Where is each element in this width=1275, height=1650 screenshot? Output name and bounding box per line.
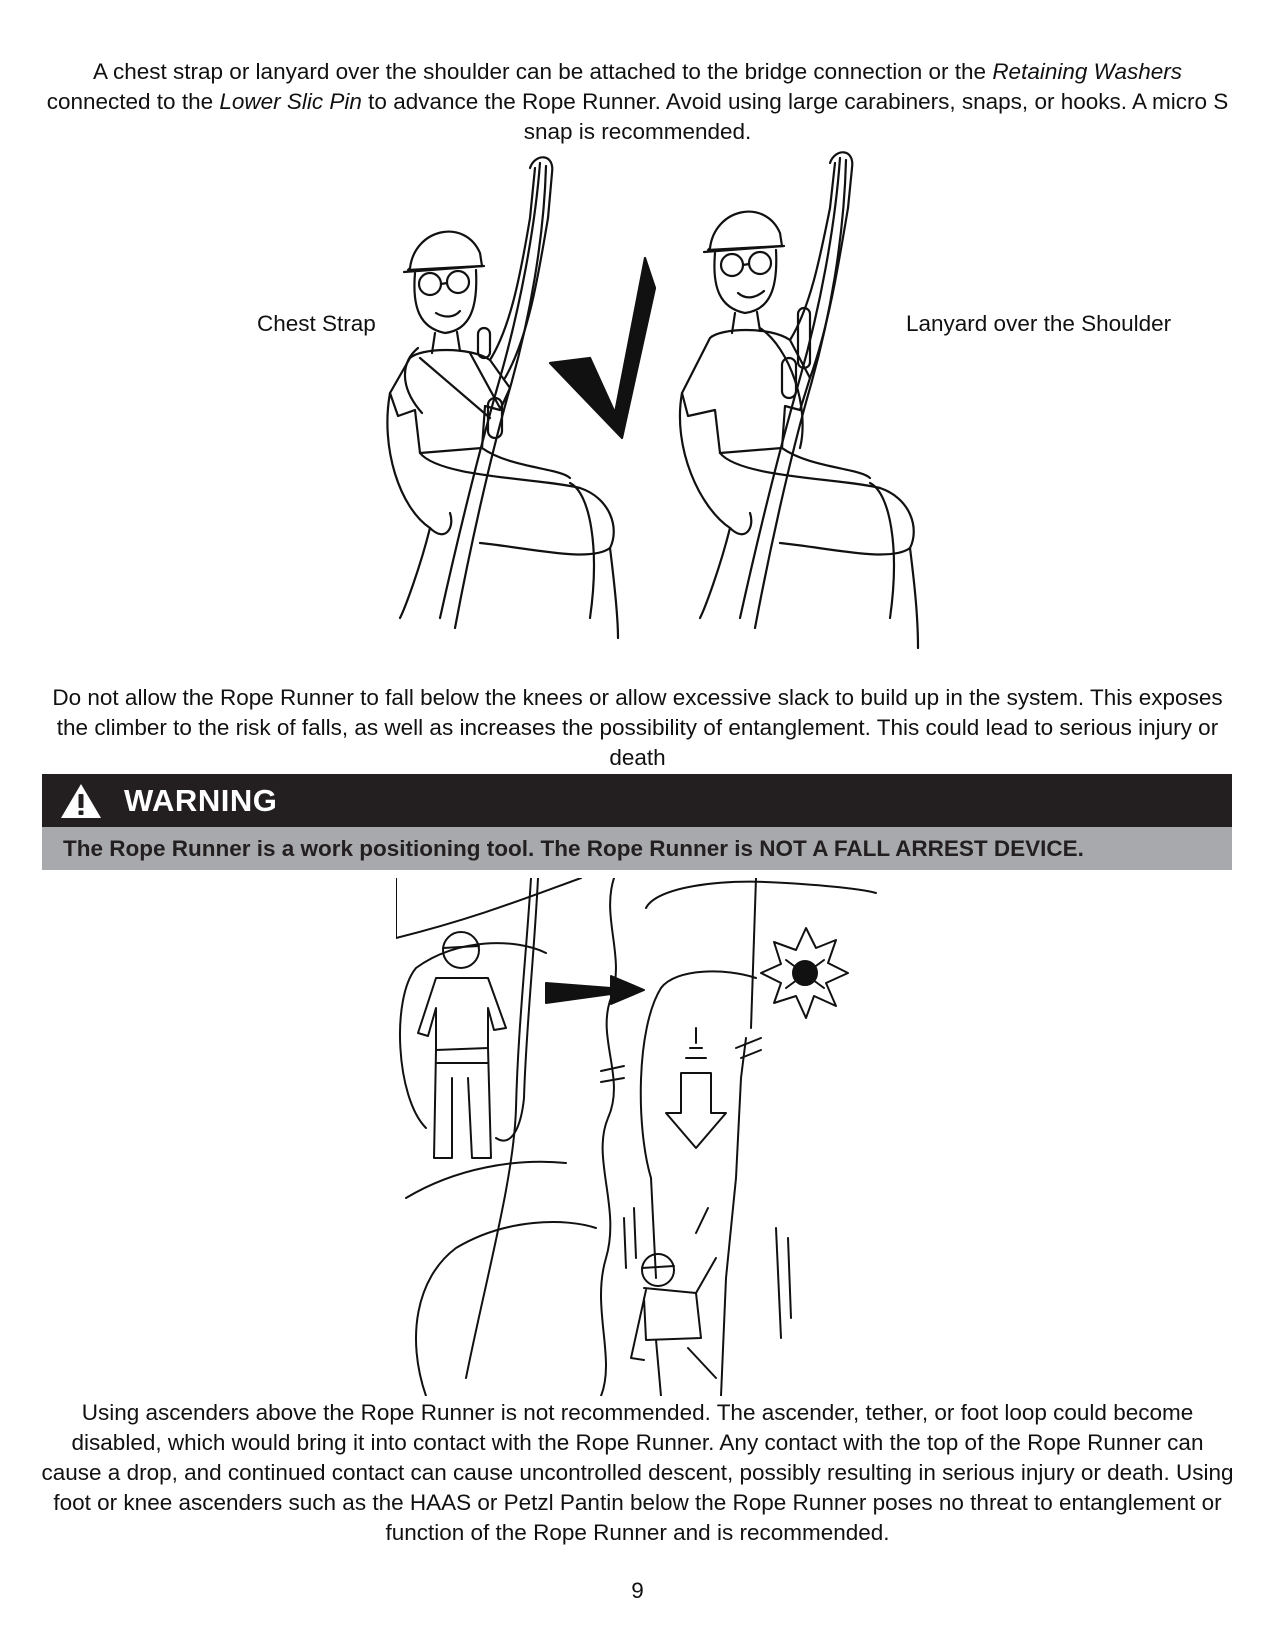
intro-text-1: A chest strap or lanyard over the shoulder can be attached to the bridge connection or the: [92, 59, 993, 84]
climber-lanyard-figure: [680, 152, 918, 648]
intro-text-2: connected to the: [46, 89, 220, 114]
intro-text-3: to advance the Rope Runner. Avoid using large carabiners, snaps, or hooks. A micro S snap is recommended.: [361, 89, 1229, 144]
ascender-danger-illustration: [396, 878, 882, 1396]
warning-triangle-icon: [60, 783, 102, 819]
lanyard-label: Lanyard over the Shoulder: [906, 311, 1172, 336]
intro-emphasis-retaining-washers: Retaining Washers: [992, 59, 1182, 84]
warning-banner: [42, 774, 1232, 870]
page-number: 9: [631, 1578, 644, 1603]
warning-message: The Rope Runner is a work positioning tool. The Rope Runner is NOT A FALL ARREST DEVICE.: [42, 827, 1232, 870]
intro-paragraph: [40, 57, 1235, 147]
slack-warning-paragraph: Do not allow the Rope Runner to fall below the knees or allow excessive slack to build up in the system. This exposes the climber to the risk of falls, as well as increases the possibility of entanglement. This could lead to serious injury or death: [52, 685, 1223, 770]
intro-emphasis-lower-slic-pin: Lower Slic Pin: [219, 89, 362, 114]
chest-strap-label: Chest Strap: [257, 311, 376, 336]
ascender-paragraph: Using ascenders above the Rope Runner is not recommended. The ascender, tether, or foot loop could become disabled, which would bring it into contact with the Rope Runner. Any contact with the top of the Rope Runner can cause a drop, and continued contact can cause uncontrolled descent, possibly resulting in serious injury or death. Using foot or knee ascenders such as the HAAS or Petzl Pantin below the Rope Runner poses no threat to entanglement or function of the Rope Runner and is recommended.: [41, 1400, 1234, 1545]
warning-header: [42, 774, 1232, 827]
down-arrow-icon: [666, 1028, 726, 1148]
right-arrow-icon: [546, 976, 644, 1004]
warning-title: WARNING: [124, 783, 278, 818]
checkmark-icon: [550, 258, 655, 438]
climbers-illustration: [360, 148, 980, 678]
